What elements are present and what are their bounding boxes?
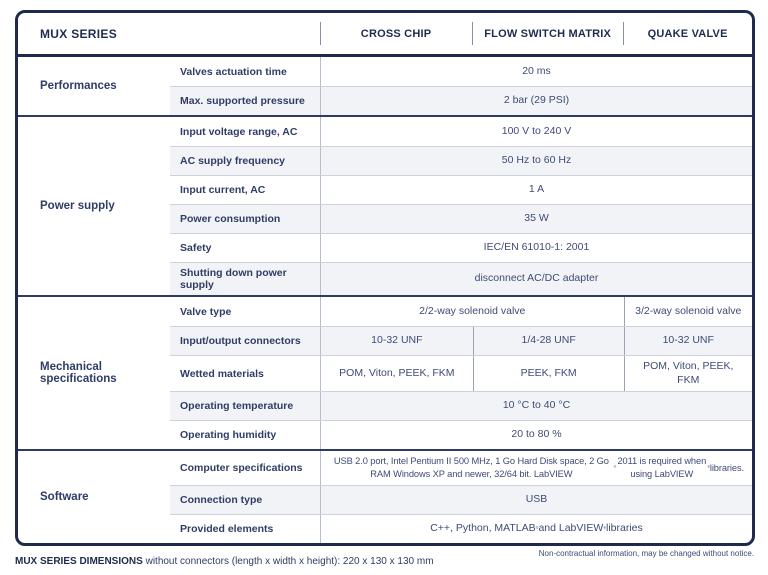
dimensions-note bbox=[15, 556, 434, 567]
spec-value: PEEK, FKM bbox=[473, 356, 624, 391]
spec-label: Max. supported pressure bbox=[180, 95, 305, 107]
spec-value: USB 2.0 port, Intel Pentium II 500 MHz, 1 Go Hard Disk space, 2 Go RAM Windows XP and newer, 32/64 bit. LabVIEW ® 2011 is required when using LabVIEW ® libraries. bbox=[333, 456, 744, 480]
spec-row-valve-type bbox=[170, 297, 752, 326]
spec-label: AC supply frequency bbox=[180, 155, 286, 167]
spec-value: C++, Python, MATLAB ® and LabVIEW ® libraries bbox=[430, 522, 643, 535]
spec-values bbox=[320, 117, 752, 146]
spec-row-wetted-materials bbox=[170, 355, 752, 391]
section-rows bbox=[170, 297, 752, 449]
spec-row-shutting-down-power-supply bbox=[170, 262, 752, 295]
spec-value: POM, Viton, PEEK, FKM bbox=[339, 366, 455, 379]
spec-values bbox=[320, 297, 752, 326]
spec-value: 1/4-28 UNF bbox=[473, 327, 624, 355]
spec-value: 50 Hz to 60 Hz bbox=[501, 154, 572, 167]
spec-row-connection-type bbox=[170, 485, 752, 514]
table-title: MUX SERIES bbox=[40, 26, 118, 41]
spec-row-valves-actuation-time bbox=[170, 57, 752, 86]
spec-value: USB bbox=[525, 493, 548, 506]
spec-row-input-voltage-range-ac bbox=[170, 117, 752, 146]
spec-value: 3/2-way solenoid valve bbox=[624, 297, 752, 326]
spec-label: Computer specifications bbox=[180, 462, 303, 475]
spec-row-max-supported-pressure bbox=[170, 86, 752, 115]
spec-value: 35 W bbox=[524, 212, 549, 225]
spec-values bbox=[320, 327, 752, 355]
dimensions-label: MUX SERIES DIMENSIONS bbox=[15, 556, 143, 567]
spec-row-input-output-connectors bbox=[170, 326, 752, 355]
spec-row-computer-specifications bbox=[170, 451, 752, 485]
spec-values bbox=[320, 205, 752, 233]
spec-value: 10-32 UNF bbox=[371, 334, 423, 347]
spec-value: 20 to 80 % bbox=[511, 428, 562, 441]
section-rows bbox=[170, 57, 752, 115]
column-header-quake-valve: QUAKE VALVE bbox=[623, 13, 752, 54]
spec-value: 2 bar (29 PSI) bbox=[503, 94, 570, 107]
column-headers bbox=[320, 13, 752, 54]
spec-values bbox=[320, 486, 752, 514]
spec-label: Shutting down power supply bbox=[180, 267, 287, 291]
spec-values bbox=[320, 356, 752, 391]
spec-value: 1 A bbox=[528, 183, 545, 196]
section-category: Software bbox=[40, 491, 89, 504]
section-mechanical-specifications bbox=[18, 295, 752, 449]
spec-label: Input current, AC bbox=[180, 184, 266, 196]
spec-values bbox=[320, 451, 752, 485]
spec-values bbox=[320, 392, 752, 420]
spec-label: Operating temperature bbox=[180, 400, 294, 413]
spec-row-power-consumption bbox=[170, 204, 752, 233]
section-power-supply bbox=[18, 115, 752, 295]
section-category: Performances bbox=[40, 80, 117, 92]
spec-value: disconnect AC/DC adapter bbox=[474, 272, 599, 285]
table-body bbox=[18, 57, 752, 543]
section-software bbox=[18, 449, 752, 543]
column-header-flow-switch-matrix: FLOW SWITCH MATRIX bbox=[472, 13, 623, 54]
spec-label: Provided elements bbox=[180, 523, 274, 536]
spec-label: Valves actuation time bbox=[180, 65, 287, 78]
spec-table bbox=[15, 10, 755, 546]
section-category: Power supply bbox=[40, 200, 115, 212]
spec-row-input-current-ac bbox=[170, 175, 752, 204]
spec-label: Connection type bbox=[180, 494, 263, 507]
spec-value: 10 °C to 40 °C bbox=[502, 399, 571, 412]
spec-label: Wetted materials bbox=[180, 367, 264, 380]
spec-values bbox=[320, 263, 752, 295]
spec-values bbox=[320, 147, 752, 175]
spec-value: 10-32 UNF bbox=[624, 327, 752, 355]
spec-values bbox=[320, 87, 752, 115]
spec-values bbox=[320, 176, 752, 204]
spec-label: Power consumption bbox=[180, 213, 281, 225]
spec-row-provided-elements bbox=[170, 514, 752, 543]
spec-value: IEC/EN 61010-1: 2001 bbox=[483, 241, 590, 254]
spec-values bbox=[320, 234, 752, 262]
disclaimer-note: Non-contractual information, may be changed without notice. bbox=[538, 549, 754, 558]
spec-values bbox=[320, 421, 752, 449]
spec-value: 2/2-way solenoid valve bbox=[419, 304, 526, 317]
section-rows bbox=[170, 451, 752, 543]
spec-value: 20 ms bbox=[522, 64, 551, 77]
dimensions-text: without connectors (length x width x height): 220 x 130 x 130 mm bbox=[142, 556, 434, 567]
spec-values bbox=[320, 515, 752, 543]
section-category: Mechanical specifications bbox=[40, 361, 117, 386]
spec-value: POM, Viton, PEEK, FKM bbox=[624, 356, 752, 391]
spec-row-operating-humidity bbox=[170, 420, 752, 449]
spec-label: Input/output connectors bbox=[180, 335, 301, 347]
table-header-row bbox=[18, 13, 752, 57]
spec-label: Input voltage range, AC bbox=[180, 125, 298, 138]
spec-values bbox=[320, 57, 752, 86]
spec-row-ac-supply-frequency bbox=[170, 146, 752, 175]
spec-value: 100 V to 240 V bbox=[501, 124, 572, 137]
section-rows bbox=[170, 117, 752, 295]
spec-row-operating-temperature bbox=[170, 391, 752, 420]
spec-label: Safety bbox=[180, 242, 212, 254]
spec-label: Operating humidity bbox=[180, 429, 277, 442]
column-header-cross-chip: CROSS CHIP bbox=[320, 13, 472, 54]
spec-row-safety bbox=[170, 233, 752, 262]
spec-label: Valve type bbox=[180, 305, 232, 318]
section-performances bbox=[18, 57, 752, 115]
